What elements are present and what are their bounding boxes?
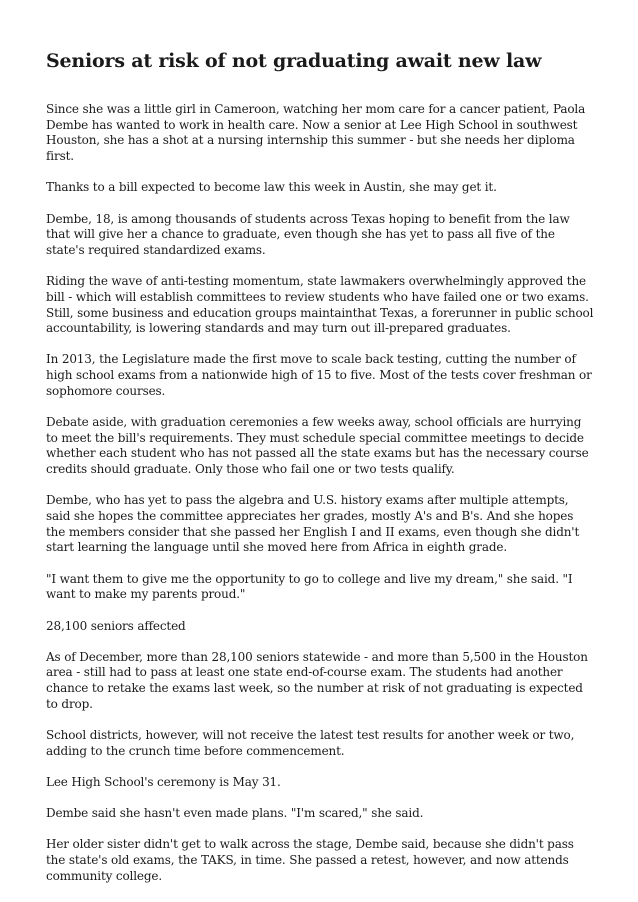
paragraph: School districts, however, will not receive the latest test results for another week or two, adding to the crunch time before commencement. — [46, 728, 575, 758]
paragraph: Lee High School's ceremony is May 31. — [46, 775, 281, 789]
paragraph: Riding the wave of anti-testing momentum, state lawmakers overwhelmingly approved the bill - which will establish committees to review students who have failed one or two exams. Still, some business and education groups maintainthat Texas, a forerunner in public school accountability, is lowering standards and may turn out ill-prepared graduates. — [46, 274, 594, 336]
paragraph: In 2013, the Legislature made the first move to scale back testing, cutting the number of high school exams from a nationwide high of 15 to five. Most of the tests cover freshman or sophomore courses. — [46, 352, 592, 398]
subheading: 28,100 seniors affected — [46, 618, 186, 633]
paragraph: Dembe said she hasn't even made plans. "I'm scared," she said. — [46, 806, 424, 821]
paragraph: Her older sister didn't get to walk across the stage, Dembe said, because she didn't pass the state's old exams, the TAKS, in time. She passed a retest, however, and now attends community college. — [46, 837, 574, 883]
article-body — [46, 102, 596, 885]
paragraph: Debate aside, with graduation ceremonies a few weeks away, school officials are hurrying to meet the bill's requirements. They must schedule special committee meetings to decide whether each student who has not passed all the state exams but has the necessary course credits should graduate. Only those who fail one or two tests qualify. — [46, 415, 589, 477]
article-title: Seniors at risk of not graduating await new law — [46, 50, 542, 72]
paragraph: Since she was a little girl in Cameroon, watching her mom care for a cancer patient, Paola Dembe has wanted to work in health care. Now a senior at Lee High School in southwest Houston, she has a shot at a nursing internship this summer - but she needs her diploma first. — [46, 102, 586, 164]
article — [46, 48, 596, 900]
paragraph: Thanks to a bill expected to become law this week in Austin, she may get it. — [46, 180, 497, 195]
paragraph: As of December, more than 28,100 seniors statewide - and more than 5,500 in the Houston area - still had to pass at least one state end-of-course exam. The students had another chance to retake the exams last week, so the number at risk of not graduating is expected to drop. — [46, 649, 588, 711]
paragraph: "I want them to give me the opportunity to go to college and live my dream," she said. "I want to make my parents proud." — [46, 571, 573, 602]
paragraph: Dembe, 18, is among thousands of students across Texas hoping to benefit from the law that will give her a chance to graduate, even though she has yet to pass all five of the state's required standardized exams. — [46, 211, 570, 257]
paragraph: Dembe, who has yet to pass the algebra and U.S. history exams after multiple attempts, said she hopes the committee appreciates her grades, mostly A's and B's. And she hopes the members consider that she passed her English I and II exams, even though she didn't start learning the language until she moved here from Africa in eighth grade. — [46, 493, 580, 555]
